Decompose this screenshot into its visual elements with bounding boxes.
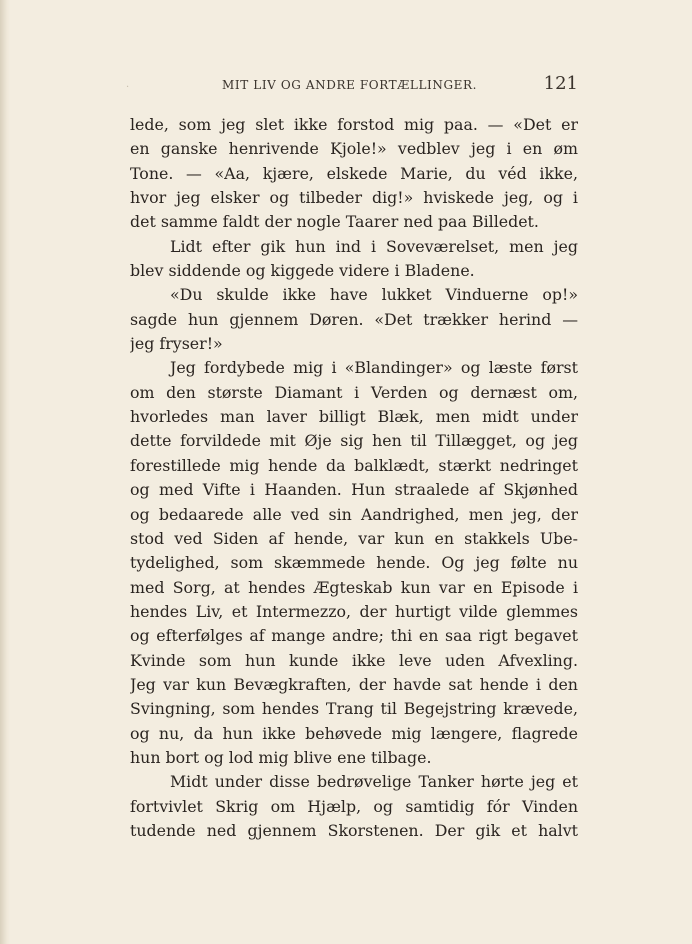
text-line: Kvinde som hun kunde ikke leve uden Afvexling. xyxy=(130,650,578,670)
margin-dot: · xyxy=(126,82,130,93)
text-line: Svingning, som hendes Trang til Begejstring krævede, xyxy=(130,699,578,719)
text-line: og med Vifte i Haanden. Hun straalede af Skjønhed xyxy=(130,480,578,500)
text-line: og efterfølges af mange andre; thi en saa rigt begavet xyxy=(130,626,578,646)
text-line: jeg fryser!» xyxy=(130,334,223,354)
text-line: Tone. — «Aa, kjære, elskede Marie, du véd ikke, xyxy=(130,163,578,183)
text-line: lede, som jeg slet ikke forstod mig paa. — «Det er xyxy=(130,115,578,134)
text-line: hvorledes man laver billigt Blæk, men midt under xyxy=(130,407,578,427)
text-line: dette forvildede mit Øje sig hen til Tillægget, og jeg xyxy=(130,431,578,451)
text-line: tydelighed, som skæmmede hende. Og jeg følte nu xyxy=(130,553,578,573)
text-line: om den største Diamant i Verden og dernæst om, xyxy=(130,382,578,402)
text-line: og nu, da hun ikke behøvede mig længere, flagrede xyxy=(130,723,578,743)
text-line: med Sorg, at hendes Ægteskab kun var en Episode i xyxy=(130,577,578,597)
text-line: Midt under disse bedrøvelige Tanker hørte jeg et xyxy=(170,772,578,792)
text-line: en ganske henrivende Kjole!» vedblev jeg i en øm xyxy=(130,139,578,159)
text-line: stod ved Siden af hende, var kun en stakkels Ube- xyxy=(130,528,578,548)
text-line: forestillede mig hende da balklædt, stærkt nedringet xyxy=(130,455,578,475)
text-line: det samme faldt der nogle Taarer ned paa Billedet. xyxy=(130,212,539,232)
text-line: blev siddende og kiggede videre i Bladene. xyxy=(130,261,475,281)
text-line: Lidt efter gik hun ind i Soveværelset, men jeg xyxy=(170,236,578,256)
page-edge xyxy=(0,0,10,944)
text-line: fortvivlet Skrig om Hjælp, og samtidig fór Vinden xyxy=(130,796,578,816)
text-line: hendes Liv, et Intermezzo, der hurtigt vilde glemmes xyxy=(130,601,578,621)
text-line: Jeg var kun Bevægkraften, der havde sat hende i den xyxy=(130,674,578,694)
text-line: hvor jeg elsker og tilbeder dig!» hviskede jeg, og i xyxy=(130,188,578,208)
text-line: hun bort og lod mig blive ene tilbage. xyxy=(130,747,432,767)
text-line: sagde hun gjennem Døren. «Det trækker herind — xyxy=(130,309,578,329)
page-number: 121 xyxy=(543,73,578,94)
running-title: MIT LIV OG ANDRE FORTÆLLINGER. xyxy=(222,78,478,92)
text-line: og bedaarede alle ved sin Aandrighed, men jeg, der xyxy=(130,504,578,524)
page-header xyxy=(130,73,578,99)
body-text xyxy=(130,113,578,843)
text-line: Jeg fordybede mig i «Blandinger» og læste først xyxy=(170,358,578,378)
text-line: «Du skulde ikke have lukket Vinduerne op!» xyxy=(170,285,578,305)
text-line: tudende ned gjennem Skorstenen. Der gik et halvt xyxy=(130,820,578,840)
